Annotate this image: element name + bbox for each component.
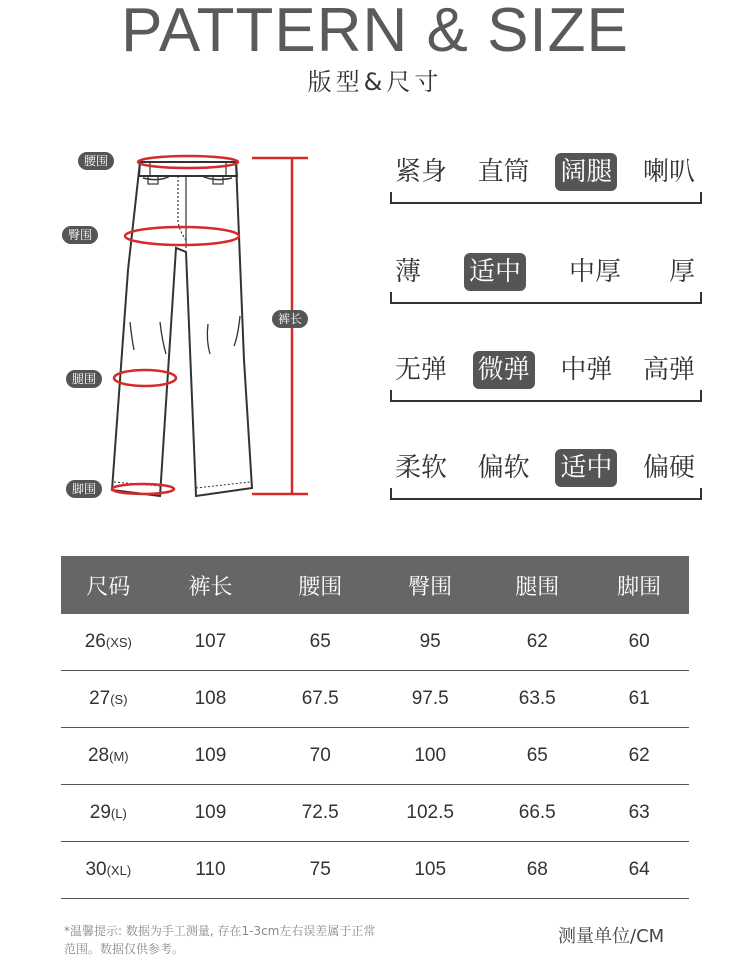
size-number: 29 xyxy=(89,802,111,823)
table-cell: 64 xyxy=(589,842,689,899)
page-title: PATTERN & SIZE xyxy=(121,0,629,65)
table-row xyxy=(61,785,689,842)
attr-bracket xyxy=(390,488,702,500)
fit-attribute xyxy=(390,152,700,202)
attr-option: 适中 xyxy=(555,449,617,487)
size-tag: (M) xyxy=(109,749,129,764)
table-cell: 60 xyxy=(589,614,689,671)
hem-label: 脚围 xyxy=(66,480,102,498)
column-header: 尺码 xyxy=(61,556,156,614)
table-row xyxy=(61,842,689,899)
table-cell: 63 xyxy=(589,785,689,842)
attr-option: 直筒 xyxy=(477,157,530,187)
attr-option: 阔腿 xyxy=(555,153,617,191)
attr-option: 柔软 xyxy=(395,453,448,483)
table-cell: 95 xyxy=(375,614,485,671)
size-cell xyxy=(61,728,156,785)
size-tag: (S) xyxy=(110,692,128,707)
thickness-attribute xyxy=(390,252,700,302)
table-row xyxy=(61,728,689,785)
attr-option: 薄 xyxy=(395,257,422,287)
thigh-label: 腿围 xyxy=(66,370,102,388)
table-cell: 109 xyxy=(156,728,266,785)
table-row xyxy=(61,671,689,728)
size-number: 26 xyxy=(84,631,106,652)
size-tag: (L) xyxy=(110,806,127,821)
attr-option: 中厚 xyxy=(568,257,621,287)
column-header: 脚围 xyxy=(589,556,689,614)
size-tag: (XS) xyxy=(105,635,132,650)
table-cell: 65 xyxy=(485,728,589,785)
attr-option: 适中 xyxy=(464,253,526,291)
attr-bracket xyxy=(390,192,702,204)
attr-option: 微弹 xyxy=(473,351,535,389)
hip-label: 臀围 xyxy=(62,226,98,244)
table-cell: 105 xyxy=(375,842,485,899)
table-cell: 70 xyxy=(265,728,375,785)
attr-option: 紧身 xyxy=(395,157,448,187)
attr-option: 偏硬 xyxy=(642,453,695,483)
attr-option: 无弹 xyxy=(395,355,448,385)
table-cell: 100 xyxy=(375,728,485,785)
attr-option: 喇叭 xyxy=(642,157,695,187)
size-table xyxy=(61,556,689,899)
table-cell: 68 xyxy=(485,842,589,899)
size-number: 27 xyxy=(89,688,111,709)
table-row xyxy=(61,614,689,671)
table-header-row xyxy=(61,556,689,614)
table-cell: 66.5 xyxy=(485,785,589,842)
size-tag: (XL) xyxy=(106,863,132,878)
column-header: 臀围 xyxy=(375,556,485,614)
softness-attribute xyxy=(390,448,700,498)
table-cell: 108 xyxy=(156,671,266,728)
attr-option: 高弹 xyxy=(642,355,695,385)
size-cell xyxy=(61,785,156,842)
column-header: 腿围 xyxy=(485,556,589,614)
page-subtitle: 版型&尺寸 xyxy=(307,68,443,96)
attr-option: 厚 xyxy=(668,257,695,287)
size-cell xyxy=(61,842,156,899)
table-cell: 109 xyxy=(156,785,266,842)
table-cell: 102.5 xyxy=(375,785,485,842)
size-number: 28 xyxy=(87,745,110,766)
size-cell xyxy=(61,671,156,728)
pants-illustration xyxy=(0,140,360,520)
size-number: 30 xyxy=(85,859,107,880)
table-cell: 110 xyxy=(156,842,266,899)
table-cell: 62 xyxy=(485,614,589,671)
table-cell: 107 xyxy=(156,614,266,671)
table-cell: 62 xyxy=(589,728,689,785)
table-cell: 75 xyxy=(265,842,375,899)
elasticity-attribute xyxy=(390,350,700,400)
unit-label: 测量单位/CM xyxy=(558,926,665,947)
column-header: 裤长 xyxy=(156,556,266,614)
table-cell: 63.5 xyxy=(485,671,589,728)
table-cell: 72.5 xyxy=(265,785,375,842)
table-cell: 65 xyxy=(265,614,375,671)
attr-bracket xyxy=(390,292,702,304)
table-cell: 97.5 xyxy=(375,671,485,728)
attr-bracket xyxy=(390,390,702,402)
pants-diagram xyxy=(0,140,360,520)
waist-label: 腰围 xyxy=(78,152,114,170)
attr-option: 偏软 xyxy=(477,453,530,483)
size-cell xyxy=(61,614,156,671)
column-header: 腰围 xyxy=(265,556,375,614)
table-cell: 67.5 xyxy=(265,671,375,728)
attr-option: 中弹 xyxy=(560,355,613,385)
table-cell: 61 xyxy=(589,671,689,728)
measurement-note: *温馨提示: 数据为手工测量, 存在1-3cm左右误差属于正常范围。数据仅供参考。 xyxy=(64,924,376,956)
length-label: 裤长 xyxy=(272,310,308,328)
